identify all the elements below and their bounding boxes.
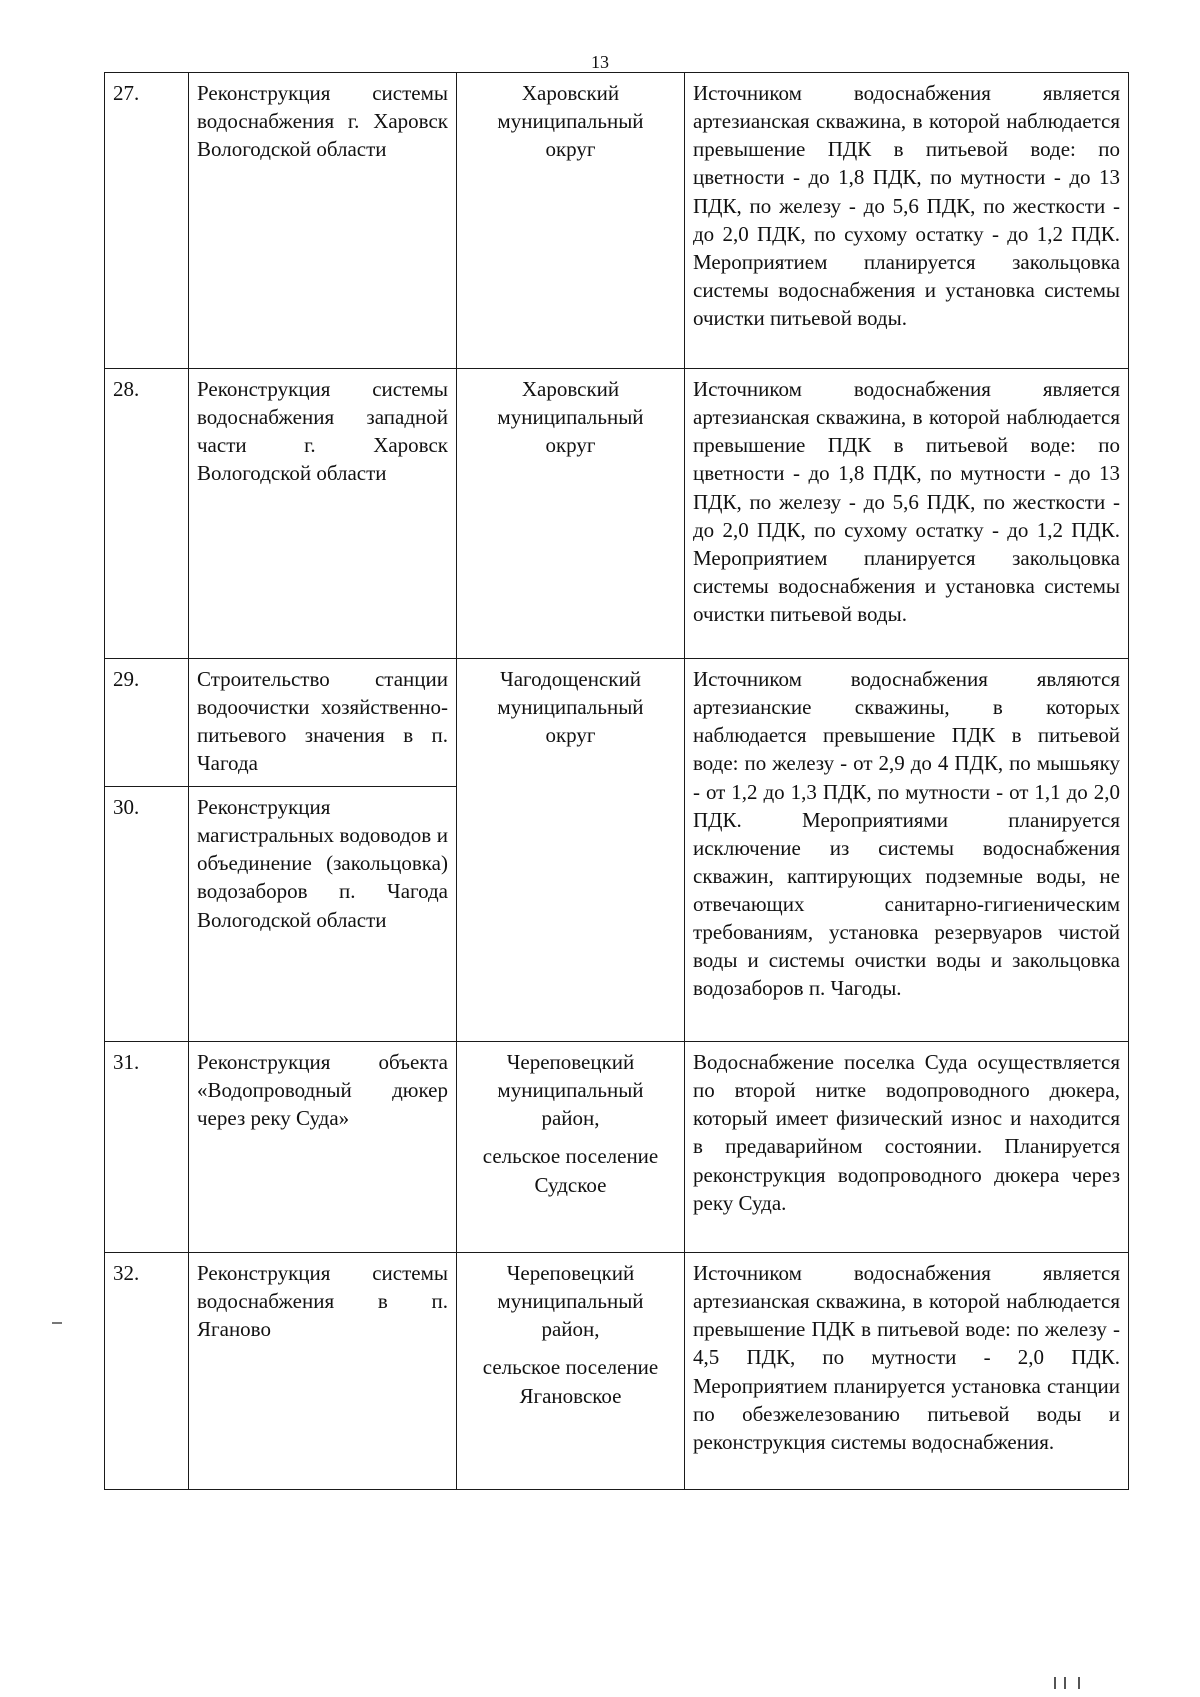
municipality-line: муниципальный xyxy=(497,405,644,430)
project-name: Реконструкция системы водоснабжения г. Харовск Вологодской области xyxy=(189,73,457,369)
municipality-line: Харовский xyxy=(521,377,620,401)
project-description: Источником водоснабжения является артезианская скважина, в которой наблюдается превышение ПДК в питьевой воде: по цветности - до 1,8 ПДК, по мутности - до 13 ПДК, по железу - до 5,6 ПДК, по жесткости - до 2,0 ПДК, по сухому остатку - до 1,2 ПДК. Мероприятием планируется закольцовка системы водоснабжения и установка системы очистки питьевой воды. xyxy=(685,73,1129,369)
project-name: Реконструкция системы водоснабжения в п. Яганово xyxy=(189,1253,457,1490)
municipality-line: муниципальный xyxy=(497,695,644,720)
project-name: Реконструкция объекта «Водопроводный дюкер через реку Суда» xyxy=(189,1042,457,1253)
row-number: 32. xyxy=(105,1253,189,1490)
page-number: 13 xyxy=(591,52,609,72)
project-description: Водоснабжение поселка Суда осуществляется по второй нитке водопроводного дюкера, который имеет физический износ и находится в предаварийном состоянии. Планируется реконструкция водопроводного дюкера через реку Суда. xyxy=(685,1042,1129,1253)
municipality-line: Череповецкий xyxy=(506,1261,635,1285)
municipality-line: Харовский xyxy=(521,81,620,105)
table-row xyxy=(105,1042,1129,1253)
municipality-line: Чагодощенский xyxy=(500,667,641,691)
project-description: Источником водоснабжения являются артезианские скважины, в которых наблюдается превышение ПДК в питьевой воде: по железу - от 2,9 до 4 ПДК, по мышьяку - от 1,2 до 1,3 ПДК, по мутности - от 1,1 до 2,0 ПДК. Мероприятиями планируется исключение из системы водоснабжения скважин, каптирующих подземные воды, не отвечающих санитарно-гигиеническим требованиям, установка резервуаров чистой воды и системы очистки воды и закольцовка водозаборов п. Чагоды. xyxy=(685,659,1129,1042)
table-row xyxy=(105,73,1129,369)
municipality-line: округ xyxy=(545,433,596,458)
project-description: Источником водоснабжения является артезианская скважина, в которой наблюдается превышение ПДК в питьевой воде: по цветности - до 1,8 ПДК, по мутности - до 13 ПДК, по железу - до 5,6 ПДК, по жесткости - до 2,0 ПДК, по сухому остатку - до 1,2 ПДК. Мероприятием планируется закольцовка системы водоснабжения и установка системы очистки питьевой воды. xyxy=(685,369,1129,659)
table-row xyxy=(105,369,1129,659)
table-row xyxy=(105,659,1129,787)
municipality-line: округ xyxy=(545,137,596,162)
municipality-line: муниципальный xyxy=(497,1289,644,1314)
row-number: 29. xyxy=(105,659,189,787)
settlement-line: Ягановское xyxy=(519,1383,622,1408)
municipality-line: муниципальный xyxy=(497,1078,644,1103)
municipality-line: район, xyxy=(541,1106,600,1131)
municipality-line: муниципальный xyxy=(497,109,644,134)
municipality xyxy=(457,659,685,1042)
settlement-line: Судское xyxy=(534,1172,607,1197)
municipality xyxy=(457,73,685,369)
row-number: 27. xyxy=(105,73,189,369)
settlement-line: сельское поселение xyxy=(482,1144,659,1169)
municipality xyxy=(457,1042,685,1253)
scan-artifact xyxy=(1054,1677,1080,1689)
measures-table xyxy=(104,72,1129,1490)
table-row xyxy=(105,1253,1129,1490)
row-number: 30. xyxy=(105,787,189,1042)
scan-artifact xyxy=(52,1322,62,1324)
municipality xyxy=(457,1253,685,1490)
project-name: Строительство станции водоочистки хозяйственно-питьевого значения в п. Чагода xyxy=(189,659,457,787)
municipality-line: Череповецкий xyxy=(506,1050,635,1074)
row-number: 31. xyxy=(105,1042,189,1253)
municipality-line: район, xyxy=(541,1317,600,1342)
row-number: 28. xyxy=(105,369,189,659)
project-description: Источником водоснабжения является артезианская скважина, в которой наблюдается превышение ПДК в питьевой воде: по железу - 4,5 ПДК, по мутности - 2,0 ПДК. Мероприятием планируется установка станции по обезжелезованию питьевой воды и реконструкция системы водоснабжения. xyxy=(685,1253,1129,1490)
project-name: Реконструкция системы водоснабжения западной части г. Харовск Вологодской области xyxy=(189,369,457,659)
municipality-line: округ xyxy=(545,723,596,748)
project-name: Реконструкция магистральных водоводов и объединение (закольцовка) водозаборов п. Чагода Вологодской области xyxy=(189,787,457,1042)
settlement-line: сельское поселение xyxy=(482,1355,659,1380)
municipality xyxy=(457,369,685,659)
